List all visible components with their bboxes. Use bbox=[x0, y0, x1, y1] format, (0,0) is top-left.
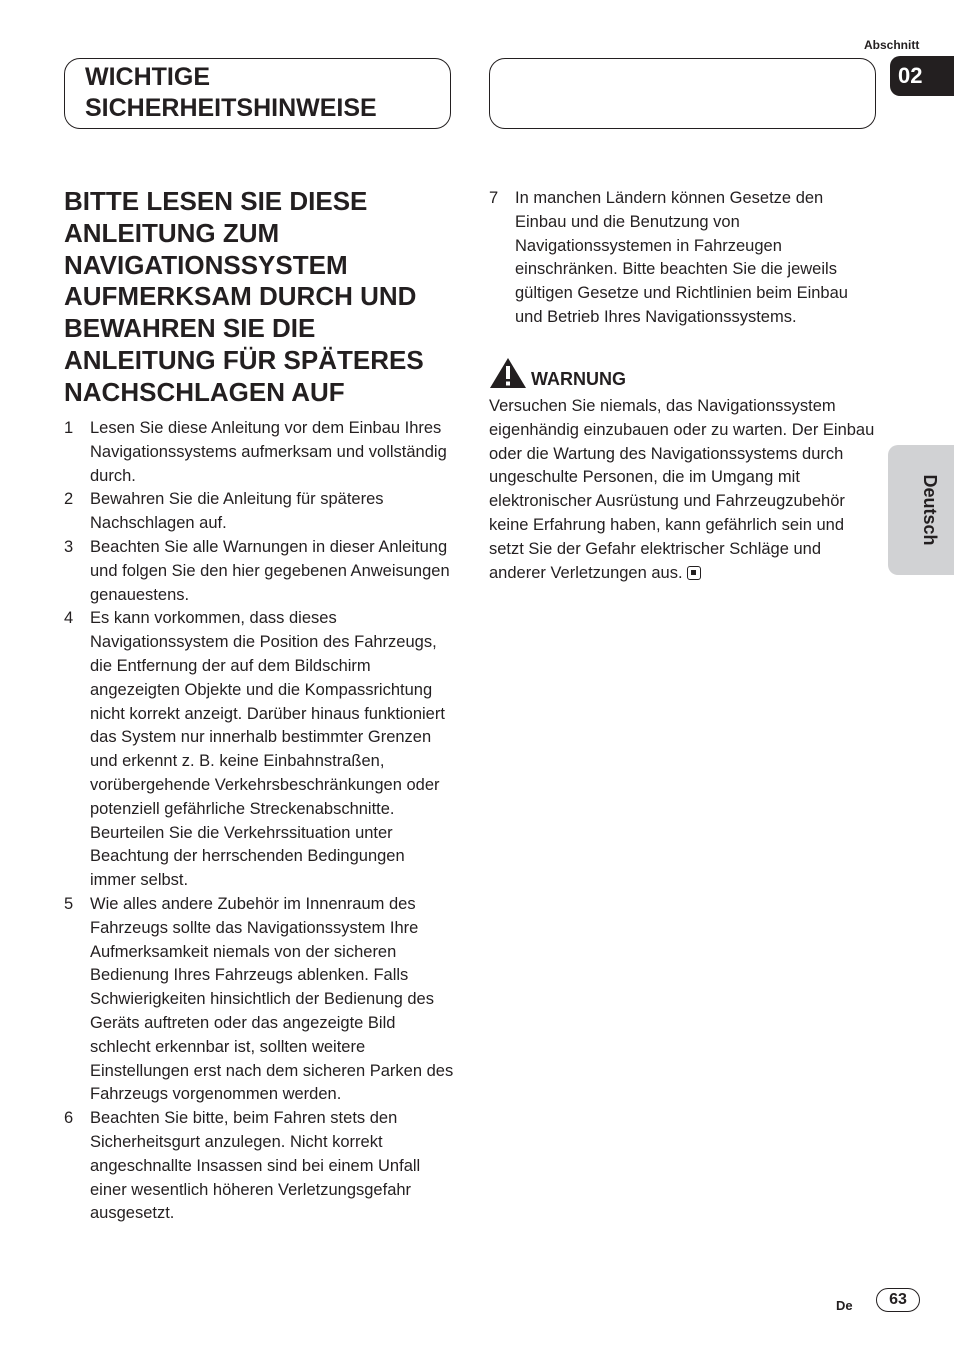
list-item-text: Lesen Sie diese Anleitung vor dem Einbau Ihres Navigationssystems aufmerksam und vollständig durch. bbox=[90, 419, 447, 485]
list-item bbox=[64, 607, 454, 893]
list-item-text: Beachten Sie bitte, beim Fahren stets den Sicherheitsgurt anzulegen. Nicht korrekt angeschnallte Insassen sind bei einem Unfall einer wesentlich höheren Verletzungsgefahr ausgesetzt. bbox=[90, 1109, 421, 1223]
list-item-text: Beachten Sie alle Warnungen in dieser Anleitung und folgen Sie den hier gegebenen Anweisungen genauestens. bbox=[90, 537, 450, 604]
list-item-number: 7 bbox=[489, 189, 499, 207]
list-item bbox=[64, 893, 454, 1107]
list-item-text: Es kann vorkommen, dass dieses Navigationssystem die Position des Fahrzeugs, die Entfernung der auf dem Bildschirm angezeigten Objekte und die Kompassrichtung nicht korrekt anzeigt. Darüber hinaus funktioniert das System nur innerhalb bestimmter Grenzen und erkennt z. B. keine Einbahnstraßen, vorübergehende Verkehrsbeschränkungen oder potenziell gefährliche Streckenabschnitte. Beurteilen Sie die Verkehrssituation unter Beachtung der herrschenden Bedingungen immer selbst. bbox=[90, 609, 445, 890]
list-item-number: 3 bbox=[64, 537, 74, 556]
language-side-label: Deutsch bbox=[920, 474, 940, 546]
list-item-number: 2 bbox=[64, 490, 74, 509]
list-item-number: 6 bbox=[64, 1109, 74, 1128]
warning-heading bbox=[489, 357, 626, 393]
list-item-number: 4 bbox=[64, 609, 74, 628]
chapter-number-tab: 02 bbox=[890, 56, 954, 96]
list-item-text: Wie alles andere Zubehör im Innenraum des Fahrzeugs sollte das Navigationssystem Ihre Aufmerksamkeit niemals von der sicheren Bedienung Ihres Fahrzeugs ablenken. Falls Schwierigkeiten hinsichtlich der Bedienung des Geräts auftreten oder das angezeigte Bild schlecht erkennbar ist, sollten weitere Einstellungen erst nach dem sicheren Parken des Fahrzeugs vorgenommen werden. bbox=[90, 894, 454, 1104]
header-title-line1: WICHTIGE bbox=[85, 63, 210, 91]
safety-list-right bbox=[489, 187, 879, 330]
end-mark-icon bbox=[687, 566, 701, 580]
warning-text-block bbox=[489, 395, 879, 585]
list-item-text: Bewahren Sie die Anleitung für späteres Nachschlagen auf. bbox=[90, 490, 384, 533]
section-label: Abschnitt bbox=[864, 38, 920, 52]
list-item bbox=[489, 187, 879, 330]
header-title-line2: SICHERHEITSHINWEISE bbox=[85, 94, 377, 122]
header-title-box bbox=[64, 58, 451, 129]
warning-triangle-icon bbox=[489, 357, 527, 389]
safety-list-left bbox=[64, 417, 454, 1226]
main-heading: BITTE LESEN SIE DIESE ANLEITUNG ZUM NAVIGATIONSSYSTEM AUFMERKSAM DURCH UND BEWAHREN SIE DIE ANLEITUNG FÜR SPÄTERES NACHSCHLAGEN AUF bbox=[64, 186, 424, 407]
warning-text: Versuchen Sie niemals, das Navigationssystem eigenhändig einzubauen oder zu warten. Der Einbau oder die Wartung des Navigationssystems durch ungeschulte Personen, die im Umgang mit elektronischer Ausrüstung und Fahrzeugzubehör keine Erfahrung haben, kann gefährlich sein und setzt Sie der Gefahr elektrischer Schläge und anderer Verletzungen aus. bbox=[489, 397, 875, 582]
footer-language: De bbox=[836, 1298, 853, 1313]
page-number: 63 bbox=[876, 1288, 920, 1312]
list-item bbox=[64, 417, 454, 488]
list-item bbox=[64, 1107, 454, 1226]
list-item-text: In manchen Ländern können Gesetze den Einbau und die Benutzung von Navigationssystemen in Fahrzeugen einschränken. Bitte beachten Sie die jeweils gültigen Gesetze und Richtlinien beim Einbau und Betrieb Ihres Navigationssystems. bbox=[515, 189, 848, 326]
list-item bbox=[64, 536, 454, 607]
header-empty-box bbox=[489, 58, 876, 129]
list-item bbox=[64, 488, 454, 536]
warning-label: WARNUNG bbox=[531, 369, 626, 389]
list-item-number: 5 bbox=[64, 894, 74, 913]
list-item-number: 1 bbox=[64, 419, 74, 437]
